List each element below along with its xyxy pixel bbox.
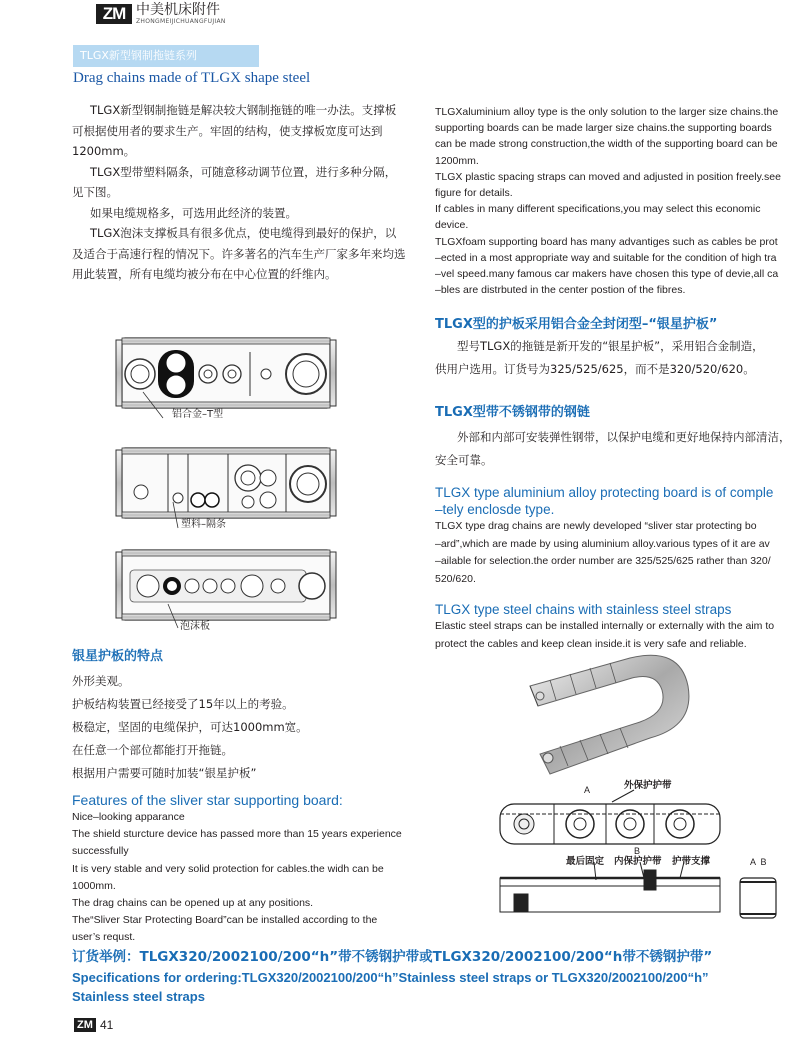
diagram-label-plastic: 塑料–隔条 bbox=[181, 519, 226, 530]
ordering-en bbox=[72, 968, 709, 1006]
strap-label-ab: A B bbox=[750, 857, 767, 867]
intro-en-line: TLGXaluminium alloy type is the only solution to the larger size chains.the bbox=[435, 106, 779, 118]
feature-item: 在任意一个部位都能打开拖链。 bbox=[72, 743, 233, 757]
strap-label-fix: 最后固定 bbox=[566, 856, 605, 867]
feature-en-line: 1000mm. bbox=[72, 879, 116, 892]
intro-line: 用此装置，所有电缆均被分布在中心位置的纤维内。 bbox=[72, 267, 337, 281]
alu-en-line: –ailable for selection.the order number are 325/525/625 rather than 320/ bbox=[435, 555, 771, 567]
alu-en-title bbox=[435, 485, 773, 518]
company-name-cn: 中美机床附件 bbox=[136, 2, 220, 18]
feature-en-line: The shield sturcture device has passed more than 15 years experience bbox=[72, 828, 402, 841]
alu-cn-line: 型号TLGX的拖链是新开发的“银星护板”，采用铝合金制造， bbox=[457, 339, 764, 353]
left-intro bbox=[72, 100, 420, 285]
intro-line: 及适合于高速行程的情况下。许多著名的汽车生产厂家多年来均选 bbox=[72, 246, 406, 261]
feature-item: 极稳定，坚固的电缆保护，可达1000mm宽。 bbox=[72, 720, 308, 734]
diagram-label-alu: 铝合金–T型 bbox=[172, 409, 224, 420]
intro-en-line: –vel speed.many famous car makers have chosen this type of devie,all ca bbox=[435, 268, 779, 281]
intro-line: TLGX型带塑料隔条，可随意移动调节位置，进行多种分隔， bbox=[90, 164, 397, 179]
intro-en-line: 1200mm. bbox=[435, 154, 479, 167]
intro-en-line: TLGXfoam supporting board has many advantiges such as cables be prot bbox=[435, 235, 778, 248]
feature-en-line: user’s requst. bbox=[72, 931, 136, 944]
feature-en-line: The drag chains can be opened up at any positions. bbox=[72, 897, 314, 910]
diagram-label-foam: 泡沫板 bbox=[180, 621, 210, 632]
section-band-label: TLGX新型钢制拖链系列 bbox=[80, 49, 197, 62]
intro-line: TLGX泡沫支撑板具有很多优点，使电缆得到最好的保护，以 bbox=[90, 226, 397, 240]
alu-en-title-line: TLGX type aluminium alloy protecting board is of comple bbox=[435, 485, 774, 500]
intro-en-line: If cables in many different specifications,you may select this economic bbox=[435, 203, 761, 216]
company-name-en: ZHONGMEIJICHUANGFUJIAN bbox=[136, 18, 226, 25]
intro-en-line: supporting boards can be made larger size chains.the supporting boards bbox=[435, 122, 772, 135]
alu-cn-title: TLGX型的护板采用铝合金全封闭型–“银星护板” bbox=[435, 317, 718, 332]
intro-line: 可根据使用者的要求生产。牢固的结构，使支撑板宽度可达到 bbox=[72, 123, 383, 138]
steel-cn-text bbox=[435, 426, 791, 472]
strap-label-support: 护带支撑 bbox=[672, 856, 711, 867]
steel-cn-line: 外部和内部可安装弹性钢带，以保护电缆和更好地保持内部清洁， bbox=[457, 430, 791, 444]
ordering-en-line: Stainless steel straps bbox=[72, 989, 205, 1004]
ordering-en-line: Specifications for ordering:TLGX320/2002100/200“h”Stainless steel straps or TLGX320/2002100/200“h” bbox=[72, 970, 709, 985]
steel-en-line: protect the cables and keep clean inside.it is very safe and reliable. bbox=[435, 637, 747, 650]
alu-cn-text bbox=[435, 335, 764, 381]
alu-en-line: 520/620. bbox=[435, 572, 476, 585]
feature-en-line: successfully bbox=[72, 845, 129, 858]
alu-t-type-drawing bbox=[116, 338, 336, 418]
alu-en-line: –ard”,which are made by using aluminium alloy.various types of it are av bbox=[435, 537, 770, 550]
intro-line: 如果电缆规格多，可选用此经济的装置。 bbox=[90, 205, 297, 220]
feature-item: 外形美观。 bbox=[72, 674, 130, 688]
intro-line: TLGX新型钢制拖链是解决较大钢制拖链的唯一办法。支撑板 bbox=[90, 103, 397, 117]
features-en-title: Features of the sliver star supporting board: bbox=[72, 792, 343, 808]
feature-en-line: Nice–looking apparance bbox=[72, 811, 185, 823]
alu-en-line: TLGX type drag chains are newly developed “sliver star protecting bo bbox=[435, 520, 757, 532]
alu-cn-line: 供用户选用。订货号为325/525/625，而不是320/520/620。 bbox=[435, 362, 755, 376]
page-number: 41 bbox=[100, 1018, 114, 1032]
foam-board-drawing bbox=[116, 550, 336, 628]
feature-en-line: The“Sliver Star Protecting Board”can be installed according to the bbox=[72, 914, 378, 927]
ordering-cn: 订货举例：TLGX320/2002100/200“h”带不锈钢护带或TLGX320/2002100/200“h带不锈钢护带” bbox=[72, 949, 713, 965]
strap-label-b: B bbox=[634, 846, 641, 856]
intro-en-line: figure for details. bbox=[435, 187, 513, 200]
intro-en-line: device. bbox=[435, 219, 469, 232]
features-cn-title: 银星护板的特点 bbox=[72, 649, 164, 664]
steel-cn-line: 安全可靠。 bbox=[435, 453, 493, 467]
strap-label-inner: 内保护护带 bbox=[614, 856, 662, 867]
features-en-list bbox=[72, 809, 402, 947]
alu-en-text bbox=[435, 518, 771, 588]
intro-en-line: can be made strong construction,the width of the supporting board can be bbox=[435, 138, 778, 151]
cross-section-diagrams bbox=[108, 330, 348, 640]
feature-item: 根据用户需要可随时加装“银星护板” bbox=[72, 766, 257, 780]
right-intro bbox=[435, 104, 795, 298]
drag-chain-photo bbox=[520, 646, 710, 786]
company-logo: ZM bbox=[96, 4, 132, 24]
intro-en-line: –ected in a most appropriate way and suitable for the condition of high tra bbox=[435, 251, 777, 264]
steel-en-line: Elastic steel straps can be installed internally or externally with the aim to bbox=[435, 620, 775, 632]
feature-en-line: It is very stable and very solid protection for cables.the widh can be bbox=[72, 862, 384, 875]
feature-item: 护板结构装置已经接受了15年以上的考验。 bbox=[72, 697, 294, 711]
intro-en-line: TLGX plastic spacing straps can moved and adjusted in position freely.see bbox=[435, 170, 781, 183]
features-cn-list bbox=[72, 670, 308, 785]
plastic-spacer-drawing bbox=[116, 448, 336, 528]
intro-line: 见下图。 bbox=[72, 185, 118, 199]
section-title: Drag chains made of TLGX shape steel bbox=[73, 70, 311, 86]
footer-logo: ZM bbox=[74, 1018, 96, 1032]
steel-cn-title: TLGX型带不锈钢带的钢链 bbox=[435, 405, 590, 420]
steel-en-title: TLGX type steel chains with stainless steel straps bbox=[435, 602, 732, 617]
intro-line: 1200mm。 bbox=[72, 144, 136, 158]
strap-label-a: A bbox=[584, 785, 591, 795]
alu-en-title-line: –tely enclosde type. bbox=[435, 501, 555, 517]
intro-en-line: –bles are distrbuted in the center postion of the fibres. bbox=[435, 284, 686, 297]
strap-label-outer: 外保护护带 bbox=[624, 780, 672, 791]
